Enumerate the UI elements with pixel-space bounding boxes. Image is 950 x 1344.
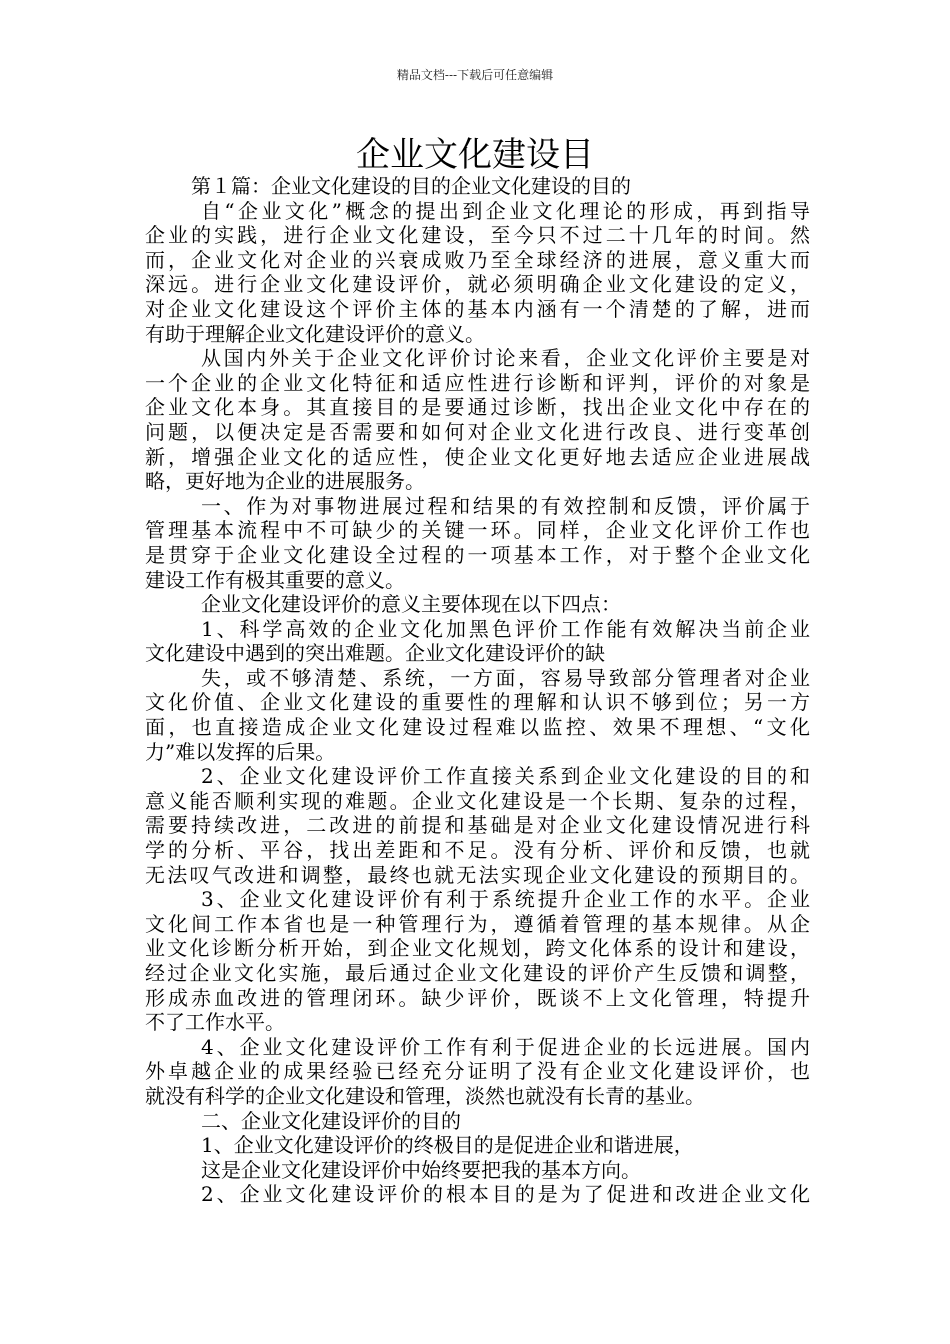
document-body [145, 174, 810, 1207]
text-line: 深远。进行企业文化建设评价，就必须明确企业文化建设的定义， [145, 272, 810, 297]
text-line: 失，或不够清楚、系统，一方面，容易导致部分管理者对企业 [201, 665, 810, 690]
text-line: 企业文化建设评价的意义主要体现在以下四点： [201, 592, 621, 617]
text-line: 2、企业文化建设评价的根本目的是为了促进和改进企业文化 [201, 1182, 810, 1207]
text-line: 2、企业文化建设评价工作直接关系到企业文化建设的目的和 [201, 764, 810, 789]
text-line: 而，企业文化对企业的兴衰成败乃至全球经济的进展，意义重大而 [145, 247, 810, 272]
text-line: 建设工作有极其重要的意义。 [145, 567, 405, 592]
text-line: 经过企业文化实施，最后通过企业文化建设的评价产生反馈和调整， [145, 961, 810, 985]
text-line: 无法叹气改进和调整，最终也就无法实现企业文化建设的预期目的。 [145, 862, 810, 887]
text-line: 是贯穿于企业文化建设全过程的一项基本工作，对于整个企业文化 [145, 542, 810, 567]
text-line: 业文化诊断分析开始，到企业文化规划，跨文化体系的设计和建设， [145, 936, 810, 961]
text-line: 3、企业文化建设评价有利于系统提升企业工作的水平。企业 [201, 887, 810, 912]
text-line: 需要持续改进，二改进的前提和基础是对企业文化建设情况进行科 [145, 813, 810, 838]
text-line: 从国内外关于企业文化评价讨论来看，企业文化评价主要是对 [201, 346, 810, 371]
text-line: 文化价值、企业文化建设的重要性的理解和认识不够到位；另一方 [145, 690, 810, 715]
text-line: 4、企业文化建设评价工作有利于促进企业的长远进展。国内 [201, 1034, 810, 1059]
page-header: 精品文档---下载后可任意编辑 [396, 68, 554, 82]
text-line: 新，增强企业文化的适应性，使企业文化更好地去适应企业进展战 [145, 444, 810, 469]
text-line: 意义能否顺利实现的难题。企业文化建设是一个长期、复杂的过程， [145, 788, 810, 813]
text-line: 就没有科学的企业文化建设和管理，淡然也就没有长青的基业。 [145, 1083, 705, 1108]
text-line: 自“企业文化”概念的提出到企业文化理论的形成，再到指导 [201, 198, 810, 223]
text-line: 面，也直接造成企业文化建设过程难以监控、效果不理想、“文化 [145, 715, 810, 740]
text-line: 力”难以发挥的后果。 [145, 739, 336, 764]
text-line: 对企业文化建设这个评价主体的基本内涵有一个清楚的了解，进而 [145, 296, 810, 321]
text-line: 学的分析、平谷，找出差距和不足。没有分析、评价和反馈，也就 [145, 838, 810, 863]
document-title: 企业文化建设目 [356, 135, 594, 175]
text-line: 一、作为对事物进展过程和结果的有效控制和反馈，评价属于 [201, 493, 810, 518]
text-line: 1、企业文化建设评价的终极目的是促进企业和谐进展， [201, 1133, 694, 1158]
text-line: 不了工作水平。 [145, 1010, 285, 1035]
text-line: 这是企业文化建设评价中始终要把我的基本方向。 [201, 1157, 641, 1182]
text-line: 文化间工作本省也是一种管理行为，遵循着管理的基本规律。从企 [145, 911, 810, 936]
text-line: 企业的实践，进行企业文化建设，至今只不过二十几年的时间。然 [145, 223, 810, 248]
text-line: 一个企业的企业文化特征和适应性进行诊断和评判，评价的对象是 [145, 370, 810, 395]
text-line: 第１篇：企业文化建设的目的企业文化建设的目的 [191, 174, 631, 198]
text-line: 外卓越企业的成果经验已经充分证明了没有企业文化建设评价，也 [145, 1059, 810, 1084]
text-line: 管理基本流程中不可缺少的关键一环。同样，企业文化评价工作也 [145, 518, 810, 543]
text-line: 文化建设中遇到的突出难题。企业文化建设评价的缺 [145, 641, 605, 666]
text-line: 企业文化本身。其直接目的是要通过诊断，找出企业文化中存在的 [145, 395, 810, 420]
text-line: 1、科学高效的企业文化加黑色评价工作能有效解决当前企业 [201, 616, 810, 641]
text-line: 有助于理解企业文化建设评价的意义。 [145, 321, 485, 346]
text-line: 二、企业文化建设评价的目的 [201, 1108, 461, 1133]
text-line: 形成赤血改进的管理闭环。缺少评价，既谈不上文化管理，特提升 [145, 985, 810, 1010]
text-line: 略，更好地为企业的进展服务。 [145, 469, 425, 494]
text-line: 问题，以便决定是否需要和如何对企业文化进行改良、进行变革创 [145, 419, 810, 444]
